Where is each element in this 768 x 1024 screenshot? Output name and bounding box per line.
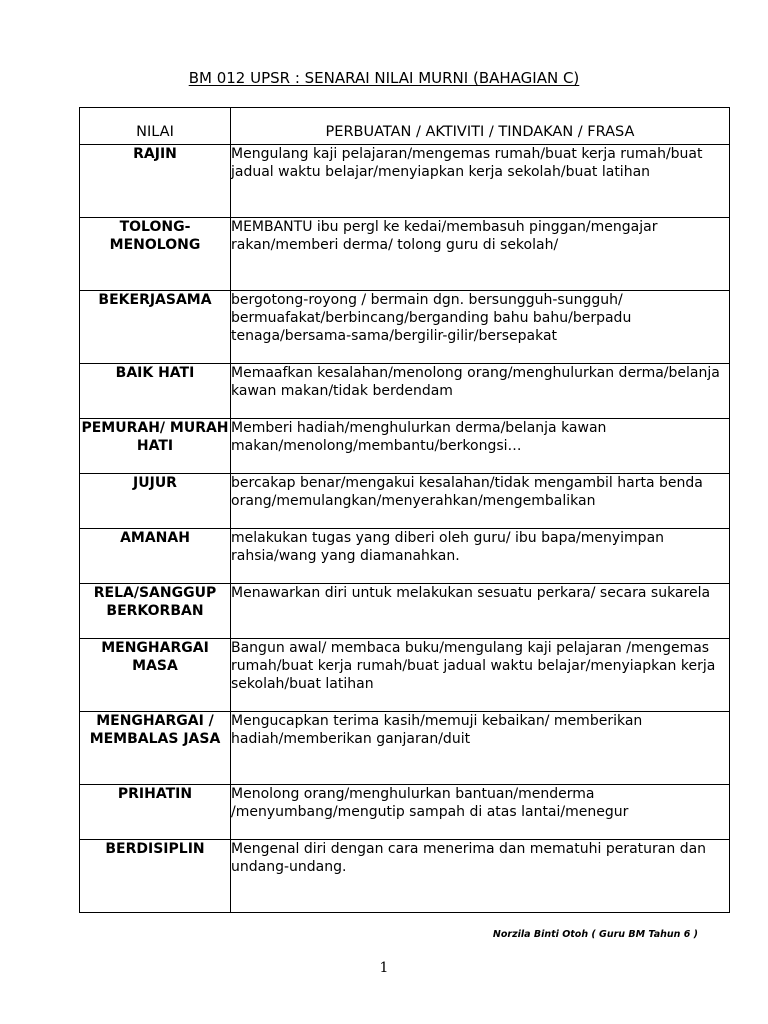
document-title [0, 68, 768, 88]
nilai-cell: MENGHARGAI MASA [80, 639, 231, 712]
activity-cell: Memberi hadiah/menghulurkan derma/belanja kawan makan/menolong/membantu/berkongsi… [231, 419, 730, 474]
table-row [80, 712, 730, 785]
nilai-cell: BAIK HATI [80, 364, 231, 419]
table-row [80, 364, 730, 419]
table-row [80, 474, 730, 529]
table-row [80, 639, 730, 712]
nilai-cell: RELA/SANGGUP BERKORBAN [80, 584, 231, 639]
nilai-cell: RAJIN [80, 145, 231, 218]
activity-cell: Mengucapkan terima kasih/memuji kebaikan/ memberikan hadiah/memberikan ganjaran/duit [231, 712, 730, 785]
nilai-cell: BEKERJASAMA [80, 291, 231, 364]
nilai-cell: TOLONG-MENOLONG [80, 218, 231, 291]
activity-cell: bergotong-royong / bermain dgn. bersungguh-sungguh/ bermuafakat/berbincang/berganding bahu bahu/berpadu tenaga/bersama-sama/bergilir-gilir/bersepakat [231, 291, 730, 364]
table-header-row [80, 108, 730, 145]
header-nilai: NILAI [80, 108, 231, 145]
table-row [80, 145, 730, 218]
activity-cell: Menolong orang/menghulurkan bantuan/menderma /menyumbang/mengutip sampah di atas lantai/menegur [231, 785, 730, 840]
nilai-cell: PEMURAH/ MURAH HATI [80, 419, 231, 474]
table-row [80, 291, 730, 364]
nilai-cell: JUJUR [80, 474, 231, 529]
table-row [80, 840, 730, 913]
header-perbuatan: PERBUATAN / AKTIVITI / TINDAKAN / FRASA [231, 108, 730, 145]
table-row [80, 419, 730, 474]
activity-cell: Bangun awal/ membaca buku/mengulang kaji pelajaran /mengemas rumah/buat kerja rumah/buat jadual waktu belajar/menyiapkan kerja sekolah/buat latihan [231, 639, 730, 712]
nilai-cell: PRIHATIN [80, 785, 231, 840]
activity-cell: Mengenal diri dengan cara menerima dan mematuhi peraturan dan undang-undang. [231, 840, 730, 913]
activity-cell: bercakap benar/mengakui kesalahan/tidak mengambil harta benda orang/memulangkan/menyerahkan/mengembalikan [231, 474, 730, 529]
activity-cell: Memaafkan kesalahan/menolong orang/menghulurkan derma/belanja kawan makan/tidak berdendam [231, 364, 730, 419]
activity-cell: Mengulang kaji pelajaran/mengemas rumah/buat kerja rumah/buat jadual waktu belajar/menyiapkan kerja sekolah/buat latihan [231, 145, 730, 218]
activity-cell: Menawarkan diri untuk melakukan sesuatu perkara/ secara sukarela [231, 584, 730, 639]
nilai-murni-table [79, 107, 730, 913]
nilai-cell: BERDISIPLIN [80, 840, 231, 913]
nilai-cell: AMANAH [80, 529, 231, 584]
page-number: 1 [379, 960, 389, 976]
nilai-cell: MENGHARGAI / MEMBALAS JASA [80, 712, 231, 785]
activity-cell: MEMBANTU ibu pergl ke kedai/membasuh pinggan/mengajar rakan/memberi derma/ tolong guru di sekolah/ [231, 218, 730, 291]
table-row [80, 529, 730, 584]
document-title-text: BM 012 UPSR : SENARAI NILAI MURNI (BAHAGIAN C) [188, 69, 580, 87]
table-row [80, 785, 730, 840]
activity-cell: melakukan tugas yang diberi oleh guru/ ibu bapa/menyimpan rahsia/wang yang diamanahkan. [231, 529, 730, 584]
table-row [80, 584, 730, 639]
author-credit: Norzila Binti Otoh ( Guru BM Tahun 6 ) [492, 929, 698, 940]
table-row [80, 218, 730, 291]
